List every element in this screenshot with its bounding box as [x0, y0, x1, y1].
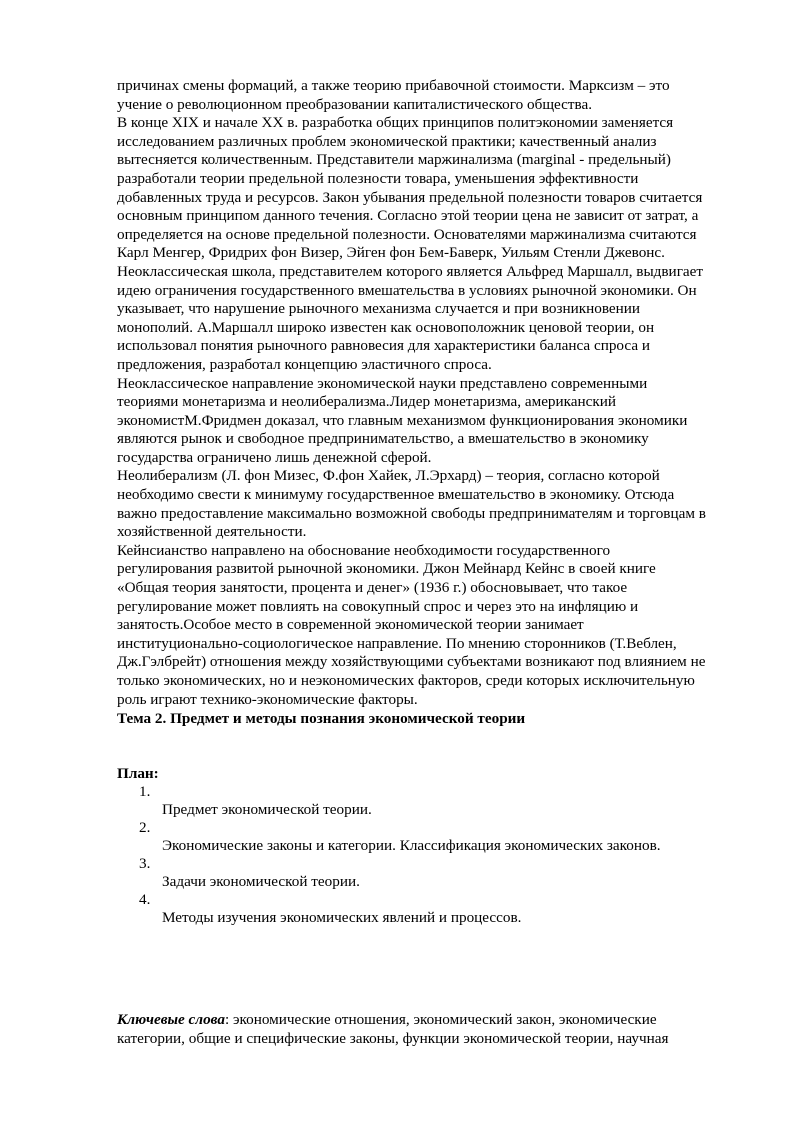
text-line: разработали теории предельной полезности товара, уменьшения эффективности	[117, 169, 639, 187]
list-item-text: Экономические законы и категории. Классификация экономических законов.	[162, 837, 661, 855]
list-item-text: Методы изучения экономических явлений и процессов.	[162, 909, 522, 927]
text-line: «Общая теория занятости, процента и денег» (1936 г.) обосновывает, что такое	[117, 579, 628, 597]
text-line: указывает, что нарушение рыночного механизма случается и при возникновении	[117, 300, 641, 318]
plan-list-item	[117, 855, 757, 891]
text-line: учение о революционном преобразовании капиталистического общества.	[117, 95, 593, 113]
text-line: институционально-социологическое направление. По мнению сторонников (Т.Веблен,	[117, 634, 677, 652]
text-line: идею ограничения государственного вмешательства в условиях рыночной экономики. Он	[117, 281, 697, 299]
keywords-block	[117, 1011, 757, 1048]
text-line: определяется на основе предельной полезности. Основателями маржинализма считаются	[117, 225, 697, 243]
text-line: экономистМ.Фридмен доказал, что главным механизмом функционирования экономики	[117, 411, 688, 429]
keywords-line-continued: категории, общие и специфические законы, функции экономической теории, научная	[117, 1029, 669, 1047]
text-line: причинах смены формаций, а также теорию прибавочной стоимости. Марксизм – это	[117, 77, 670, 94]
plan-title: План:	[117, 764, 159, 782]
text-line: Кейнсианство направлено на обоснование необходимости государственного	[117, 541, 611, 559]
text-line: Неолиберализм (Л. фон Мизес, Ф.фон Хайек, Л.Эрхард) – теория, согласно которой	[117, 467, 660, 485]
text-line: предложения, разработал концепцию эластичного спроса.	[117, 355, 492, 373]
plan-list-item	[117, 783, 757, 819]
body-paragraphs	[117, 77, 757, 709]
text-line: занятость.Особое место в современной экономической теории занимает	[117, 616, 584, 634]
text-line: Дж.Гэлбрейт) отношения между хозяйствующими субъектами возникают под влиянием не	[117, 653, 706, 671]
list-item-number: 2.	[139, 819, 151, 837]
text-line: Неоклассическое направление экономической науки представлено современными	[117, 374, 648, 392]
plan-list-item	[117, 819, 757, 855]
document-page	[117, 77, 757, 1049]
text-line: Неоклассическая школа, представителем которого является Альфред Маршалл, выдвигает	[117, 262, 704, 280]
text-line: теориями монетаризма и неолиберализма.Лидер монетаризма, американский	[117, 393, 617, 411]
text-line: добавленных труда и ресурсов. Закон убывания предельной полезности товаров считается	[117, 188, 703, 206]
text-line: исследованием различных проблем экономической практики; качественный анализ	[117, 132, 657, 150]
text-line: вытесняется количественным. Представители маржинализма (marginal - предельный)	[117, 151, 671, 169]
text-line: Карл Менгер, Фридрих фон Визер, Эйген фон Бем-Баверк, Уильям Стенли Джевонс.	[117, 244, 665, 262]
text-line: регулирования развитой рыночной экономики. Джон Мейнард Кейнс в своей книге	[117, 560, 656, 578]
text-line: роль играют технико-экономические факторы.	[117, 690, 418, 708]
list-item-text: Предмет экономической теории.	[162, 801, 372, 819]
text-line: монополий. А.Маршалл широко известен как основоположник ценовой теории, он	[117, 318, 655, 336]
text-line: являются рынок и свободное предпринимательство, а вмешательство в экономику	[117, 430, 649, 448]
plan-list	[117, 783, 757, 927]
keywords-text: : экономические отношения, экономический закон, экономические	[224, 1011, 657, 1029]
list-item-number: 4.	[139, 891, 151, 909]
text-line: основным принципом данного течения. Согласно этой теории цена не зависит от затрат, а	[117, 207, 699, 225]
text-line: только экономических, но и неэкономических факторов, среди которых исключительную	[117, 672, 695, 689]
text-line: использовал понятия рыночного равновесия для характеристики баланса спроса и	[117, 337, 650, 355]
text-line: регулирование может повлиять на совокупный спрос и через это на инфляцию и	[117, 597, 639, 615]
section-heading: Тема 2. Предмет и методы познания экономической теории	[117, 710, 526, 728]
text-line: В конце XIX и начале XX в. разработка общих принципов политэкономии заменяется	[117, 114, 674, 132]
text-line: хозяйственной деятельности.	[117, 523, 307, 541]
text-line: государства ограничено лишь денежной сферой.	[117, 448, 432, 466]
text-line: важно предоставление максимально возможной свободы предпринимателям и торговцам в	[117, 504, 706, 522]
keywords-line	[117, 1011, 757, 1030]
text-line: необходимо свести к минимуму государственное вмешательство в экономику. Отсюда	[117, 486, 675, 504]
list-item-number: 1.	[139, 783, 151, 801]
list-item-text: Задачи экономической теории.	[162, 873, 360, 891]
plan-list-item	[117, 891, 757, 927]
keywords-label: Ключевые слова	[117, 1011, 225, 1029]
list-item-number: 3.	[139, 855, 151, 873]
